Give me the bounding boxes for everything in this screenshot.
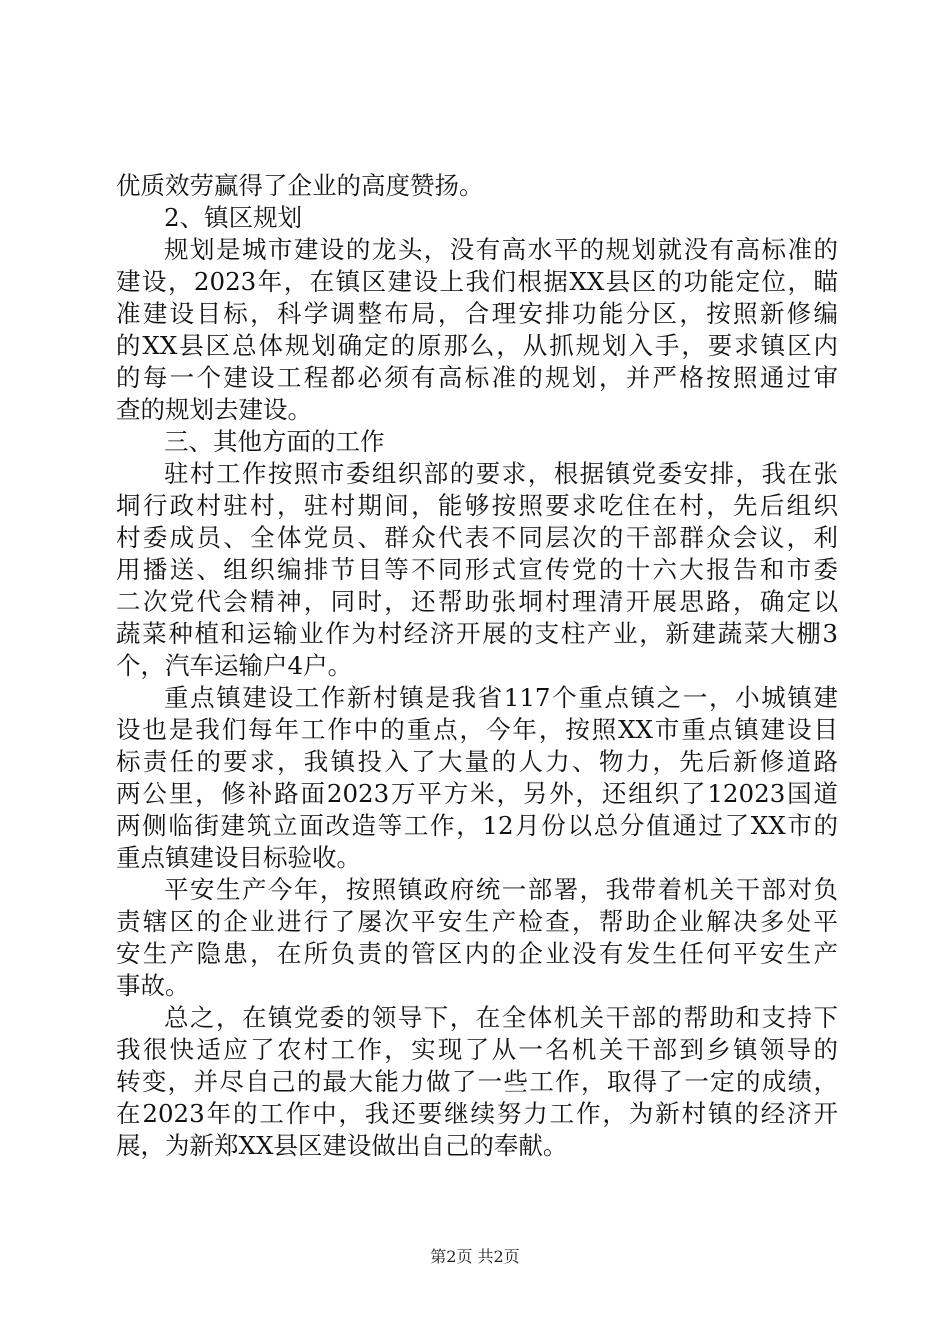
text-line: 蔬菜种植和运输业作为村经济开展的支柱产业，新建蔬菜大棚3: [116, 619, 838, 648]
text-line: 在2023年的工作中，我还要继续努力工作，为新村镇的经济开: [116, 1099, 838, 1128]
text-line: 查的规划去建设。: [116, 395, 312, 424]
text-line: 的XX县区总体规划确定的原那么，从抓规划入手，要求镇区内: [116, 331, 838, 360]
text-line: 2、镇区规划: [164, 203, 303, 232]
text-line: 三、其他方面的工作: [164, 427, 385, 456]
text-line: 优质效劳赢得了企业的高度赞扬。: [116, 171, 484, 200]
text-line: 驻村工作按照市委组织部的要求，根据镇党委安排，我在张: [164, 459, 838, 488]
text-line: 标责任的要求，我镇投入了大量的人力、物力，先后新修道路: [116, 747, 838, 776]
text-line: 设也是我们每年工作中的重点，今年，按照XX市重点镇建设目: [116, 715, 838, 744]
text-line: 准建设目标，科学调整布局，合理安排功能分区，按照新修编: [116, 299, 838, 328]
text-line: 责辖区的企业进行了屡次平安生产检查，帮助企业解决多处平: [116, 907, 838, 936]
text-line: 垌行政村驻村，驻村期间，能够按照要求吃住在村，先后组织: [116, 491, 838, 520]
text-line: 两公里，修补路面2023万平方米，另外，还组织了12023国道: [116, 779, 838, 808]
text-line: 重点镇建设工作新村镇是我省117个重点镇之一，小城镇建: [164, 683, 838, 712]
text-line: 展，为新郑XX县区建设做出自己的奉献。: [116, 1131, 568, 1160]
text-line: 安生产隐患，在所负责的管区内的企业没有发生任何平安生产: [116, 939, 838, 968]
document-body: [116, 170, 838, 1162]
text-line: 转变，并尽自己的最大能力做了一些工作，取得了一定的成绩，: [116, 1067, 838, 1096]
text-line: 我很快适应了农村工作，实现了从一名机关干部到乡镇领导的: [116, 1035, 838, 1064]
page-footer: 第2页 共2页: [430, 1247, 520, 1266]
text-line: 用播送、组织编排节目等不同形式宣传党的十六大报告和市委: [116, 555, 838, 584]
text-line: 事故。: [116, 971, 190, 1000]
text-line: 二次党代会精神，同时，还帮助张垌村理清开展思路，确定以: [116, 587, 838, 616]
text-line: 规划是城市建设的龙头，没有高水平的规划就没有高标准的: [164, 235, 838, 264]
text-line: 平安生产今年，按照镇政府统一部署，我带着机关干部对负: [164, 875, 838, 904]
text-line: 个，汽车运输户4户。: [116, 651, 353, 680]
text-line: 村委成员、全体党员、群众代表不同层次的干部群众会议，利: [116, 523, 838, 552]
text-line: 总之，在镇党委的领导下，在全体机关干部的帮助和支持下: [164, 1003, 838, 1032]
text-line: 重点镇建设目标验收。: [116, 843, 361, 872]
text-line: 的每一个建设工程都必须有高标准的规划，并严格按照通过审: [116, 363, 838, 392]
text-line: 建设，2023年，在镇区建设上我们根据XX县区的功能定位，瞄: [116, 267, 838, 296]
text-line: 两侧临街建筑立面改造等工作，12月份以总分值通过了XX市的: [116, 811, 838, 840]
